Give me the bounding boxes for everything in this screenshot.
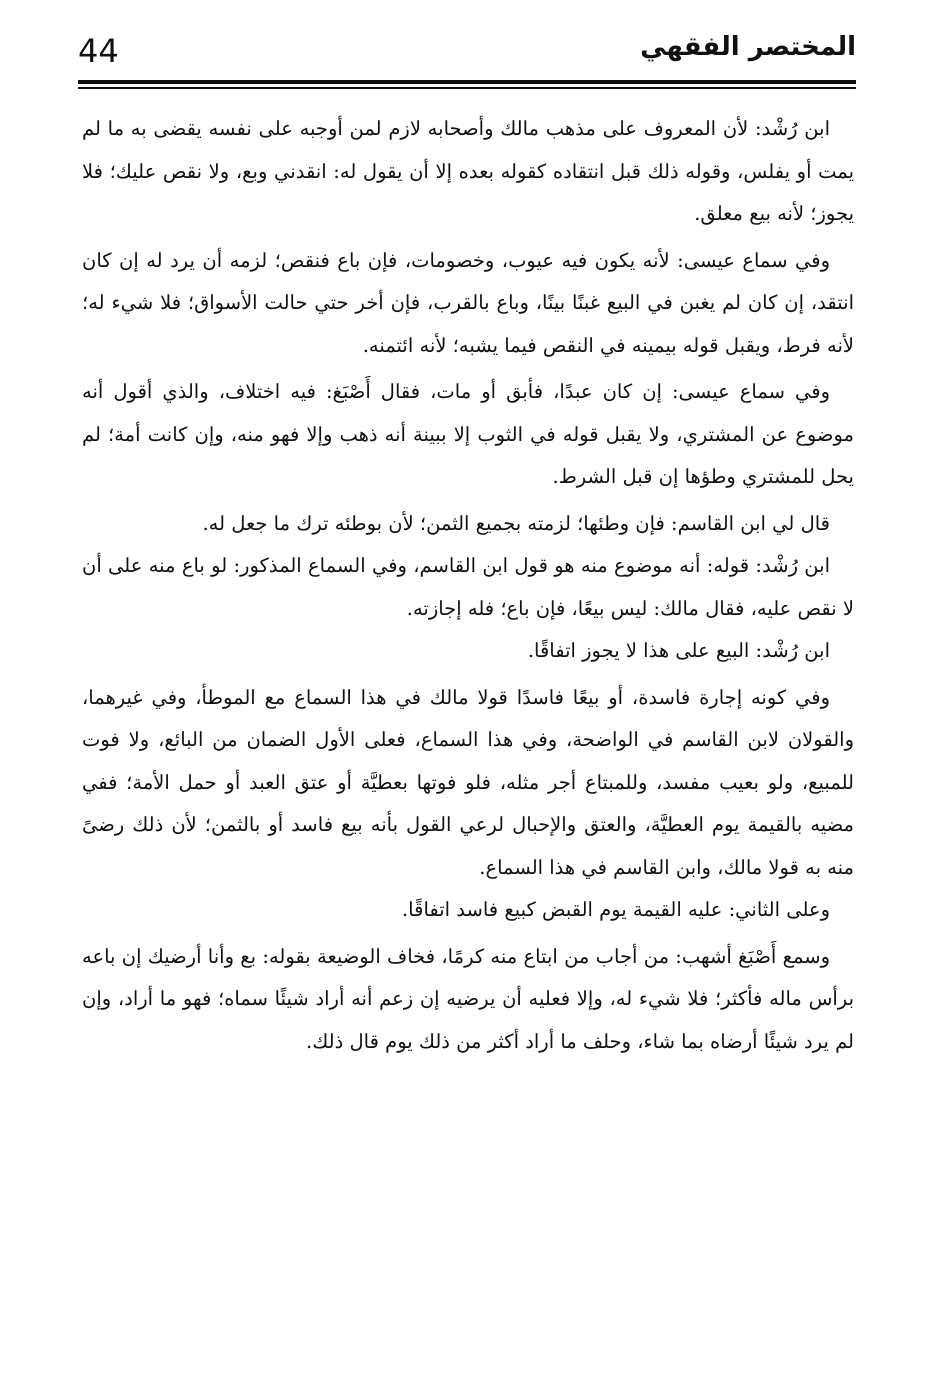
paragraph-3: وفي سماع عيسى: إن كان عبدًا، فأبق أو مات، فقال أَصْبَغ: فيه اختلاف، والذي أقول أنه موضوع عن المشتري، ولا يقبل قوله في الثوب إلا ببينة أنه ذهب وإلا فهو منه، وإن كانت أمة؛ لم يحل للمشتري وطؤها إن قبل الشرط.: [82, 380, 854, 488]
header-rule-thick: [78, 80, 856, 84]
header-rule-thin: [78, 87, 856, 89]
paragraph-6: ابن رُشْد: البيع على هذا لا يجوز اتفاقًا.: [527, 639, 830, 662]
page-header: [78, 30, 856, 76]
paragraph-2: وفي سماع عيسى: لأنه يكون فيه عيوب، وخصومات، فإن باع فنقص؛ لزمه أن يرد له إن كان انتقد، إن كان لم يغبن في البيع غبنًا بينًا، وباع بالقرب، فإن أخر حتي حالت الأسواق؛ فلا شيء له؛ لأنه فرط، ويقبل قوله بيمينه في النقص فيما يشبه؛ لأنه ائتمنه.: [82, 248, 854, 357]
paragraph-1: ابن رُشْد: لأن المعروف على مذهب مالك وأصحابه لازم لمن أوجبه على نفسه يقضى به ما لم يمت أو يفلس، وقوله ذلك قبل انتقاده كقوله بعده إلا أن يقول له: انقدني وبع، ولا نقص عليك؛ فلا يجوز؛ لأنه بيع معلق.: [82, 117, 854, 225]
paragraph-8: وعلى الثاني: عليه القيمة يوم القبض كبيع فاسد اتفاقًا.: [401, 898, 830, 921]
running-title: المختصر الفقهي: [640, 32, 856, 62]
paragraph-7: وفي كونه إجارة فاسدة، أو بيعًا فاسدًا قولا مالك في هذا السماع مع الموطأ، وفي غيرهما، والقولان لابن القاسم في الواضحة، وفي هذا السماع، فعلى الأول الضمان من البائع، ولا فوت للمبيع، ولو بعيب مفسد، وللمبتاع أجر مثله، فلو فوتها بعطيَّة أو عتق العبد أو حمل الأمة؛ ففي مضيه بالقيمة يوم العطيَّة، والعتق والإحبال لرعي القول بأنه بيع فاسد أو بالثمن؛ لأن ذلك رضىً منه به قولا مالك، وابن القاسم في هذا السماع.: [82, 685, 854, 879]
page-number: 44: [78, 32, 119, 70]
paragraph-5: ابن رُشْد: قوله: أنه موضوع منه هو قول ابن القاسم، وفي السماع المذكور: لو باع منه على أن لا نقص عليه، فقال مالك: ليس بيعًا، فإن باع؛ فله إجازته.: [82, 554, 854, 620]
body-text: [82, 108, 854, 1067]
paragraph-9: وسمع أَصْبَغ أشهب: من أجاب من ابتاع منه كرمًا، فخاف الوضيعة بقوله: بع وأنا أرضيك إن باعه برأس ماله فأكثر؛ فلا شيء له، وإلا فعليه أن يرضيه إن زعم أنه أراد شيئًا سماه؛ فهو ما أراد، وإن لم يرد شيئًا أرضاه بما شاء، وحلف ما أراد أكثر من ذلك يوم قال ذلك.: [82, 944, 854, 1053]
paragraph-4: قال لي ابن القاسم: فإن وطئها؛ لزمته بجميع الثمن؛ لأن بوطئه ترك ما جعل له.: [202, 511, 830, 535]
